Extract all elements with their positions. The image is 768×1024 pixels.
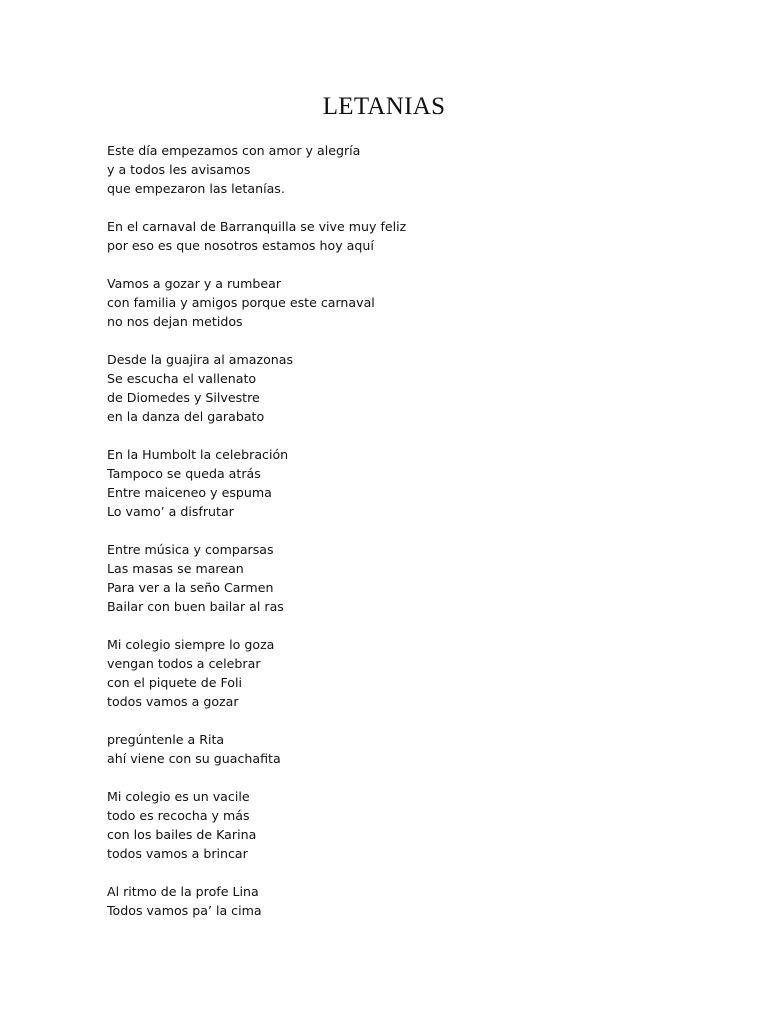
lyric-line: pregúntenle a Rita — [107, 732, 225, 747]
lyric-line: con los bailes de Karina — [107, 827, 257, 842]
lyric-line: Bailar con buen bailar al ras — [107, 599, 284, 614]
lyric-line: todos vamos a gozar — [107, 694, 239, 709]
stanza — [107, 730, 667, 768]
lyric-line: y a todos les avisamos — [107, 162, 251, 177]
stanza — [107, 787, 667, 863]
lyric-line: con el piquete de Foli — [107, 675, 243, 690]
stanza — [107, 445, 667, 521]
stanza — [107, 635, 667, 711]
lyric-line: vengan todos a celebrar — [107, 656, 261, 671]
lyric-line: que empezaron las letanías. — [107, 181, 285, 196]
lyric-line: todos vamos a brincar — [107, 846, 248, 861]
lyric-line: Entre maiceneo y espuma — [107, 485, 272, 500]
lyric-line: Desde la guajira al amazonas — [107, 352, 294, 367]
stanza — [107, 141, 667, 198]
lyric-line: ahí viene con su guachafita — [107, 751, 281, 766]
lyric-line: Las masas se marean — [107, 561, 244, 576]
lyric-line: con familia y amigos porque este carnaval — [107, 295, 375, 310]
lyric-line: Vamos a gozar y a rumbear — [107, 276, 282, 291]
lyric-line: de Diomedes y Silvestre — [107, 390, 260, 405]
lyric-line: todo es recocha y más — [107, 808, 250, 823]
lyric-line: En la Humbolt la celebración — [107, 447, 289, 462]
lyric-line: Al ritmo de la profe Lina — [107, 884, 259, 899]
lyric-line: Entre música y comparsas — [107, 542, 274, 557]
stanza — [107, 217, 667, 255]
lyric-line: en la danza del garabato — [107, 409, 265, 424]
document-title: LETANIAS — [322, 93, 446, 120]
lyric-line: Este día empezamos con amor y alegría — [107, 143, 361, 158]
lyric-line: Mi colegio es un vacile — [107, 789, 250, 804]
stanza — [107, 274, 667, 331]
lyric-line: no nos dejan metidos — [107, 314, 243, 329]
lyric-line: Tampoco se queda atrás — [107, 466, 261, 481]
lyric-line: Para ver a la seño Carmen — [107, 580, 274, 595]
lyric-line: En el carnaval de Barranquilla se vive muy feliz — [107, 219, 407, 234]
lyric-line: Lo vamo’ a disfrutar — [107, 504, 234, 519]
lyric-line: Todos vamos pa’ la cima — [107, 903, 262, 918]
lyrics-body — [107, 141, 667, 939]
stanza — [107, 540, 667, 616]
lyric-line: por eso es que nosotros estamos hoy aquí — [107, 238, 374, 253]
stanza — [107, 882, 667, 920]
lyric-line: Se escucha el vallenato — [107, 371, 257, 386]
lyric-line: Mi colegio siempre lo goza — [107, 637, 275, 652]
stanza — [107, 350, 667, 426]
